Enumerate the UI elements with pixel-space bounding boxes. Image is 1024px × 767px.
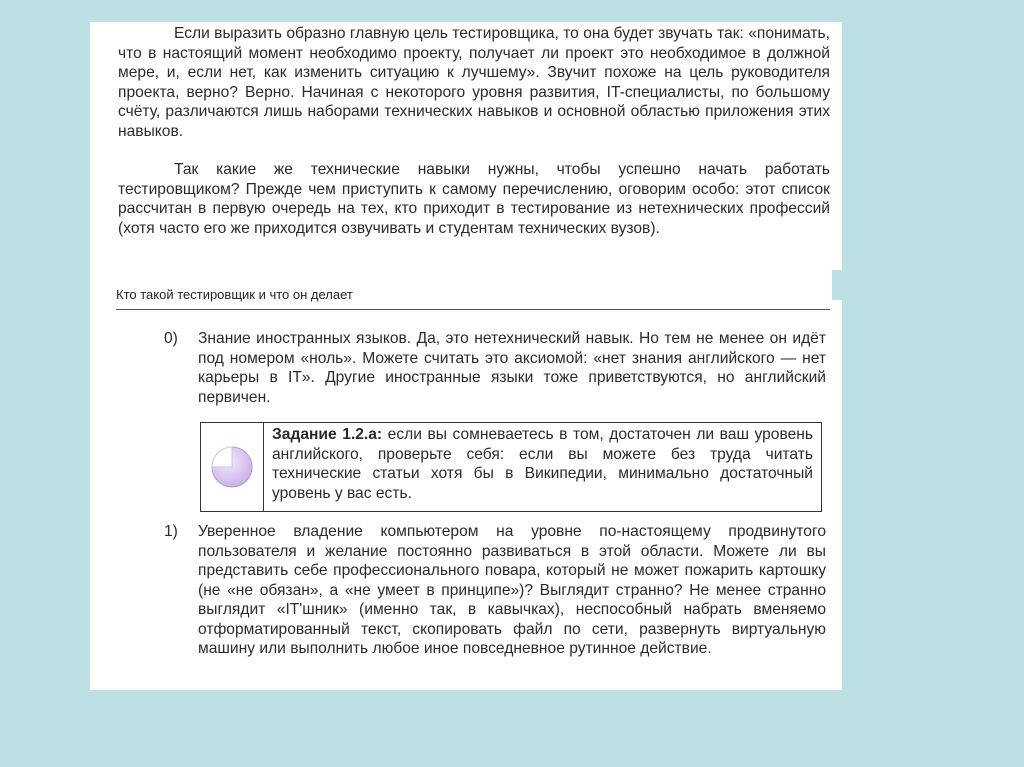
list-item <box>164 522 826 659</box>
intro-paragraph: Если выразить образно главную цель тестировщика, то она будет звучать так: «понимать, что в настоящий момент необходимо проекту, получает ли проект это необходимое в должной мере, и, если нет, как изменить ситуацию к лучшему». Звучит похоже на цель руководителя проекта, верно? Верно. Начиная с некоторого уровня развития, IT-специалисты, по большому счёту, различаются лишь наборами технических навыков и основной областью приложения этих навыков. <box>118 25 830 140</box>
task-icon-cell <box>201 423 264 511</box>
pie-chart-icon <box>207 442 257 492</box>
list-item-number: 0) <box>164 330 178 347</box>
list-item-number: 1) <box>164 523 178 540</box>
page-notch <box>832 270 844 300</box>
list-item-text: Знание иностранных языков. Да, это нетехнический навык. Но тем не менее он идёт под номером «ноль». Можете считать это аксиомой: «нет знания английского — нет карьеры в IT». Другие иностранные языки тоже приветствуются, но английский первичен. <box>198 330 826 406</box>
task-text <box>264 423 821 511</box>
list-item-text: Уверенное владение компьютером на уровне по-настоящему продвинутого пользователя и желание постоянно развиваться в этой области. Можете ли вы представить себе профессионального повара, который не может пожарить картошку (не «не обязан», а «не умеет в принципе»)? Выглядит странно? Не менее странно выглядит «IT'шник» (именно так, в кавычках), неспособный набрать вменяемо отформатированный текст, скопировать файл по сети, развернуть виртуальную машину или выполнить любое иное повседневное рутинное действие. <box>198 523 826 657</box>
skills-intro-paragraph: Так какие же технические навыки нужны, чтобы успешно начать работать тестировщиком? Прежде чем приступить к самому перечислению, оговорим особо: этот список рассчитан в первую очередь на тех, кто приходит в тестирование из нетехнических профессий (хотя часто его же приходится озвучивать и студентам технических вузов). <box>118 161 830 237</box>
document-page <box>90 22 842 690</box>
section-divider <box>116 309 830 310</box>
section-header: Кто такой тестировщик и что он делает <box>116 287 353 302</box>
list-item <box>164 329 826 407</box>
task-box <box>200 422 822 512</box>
task-label: Задание 1.2.а: <box>272 426 383 443</box>
task-body: если вы сомневаетесь в том, достаточен ли ваш уровень английского, проверьте себя: если вы можете без труда читать технические статьи хотя бы в Википедии, минимально достаточный уровень у вас есть. <box>272 426 813 502</box>
